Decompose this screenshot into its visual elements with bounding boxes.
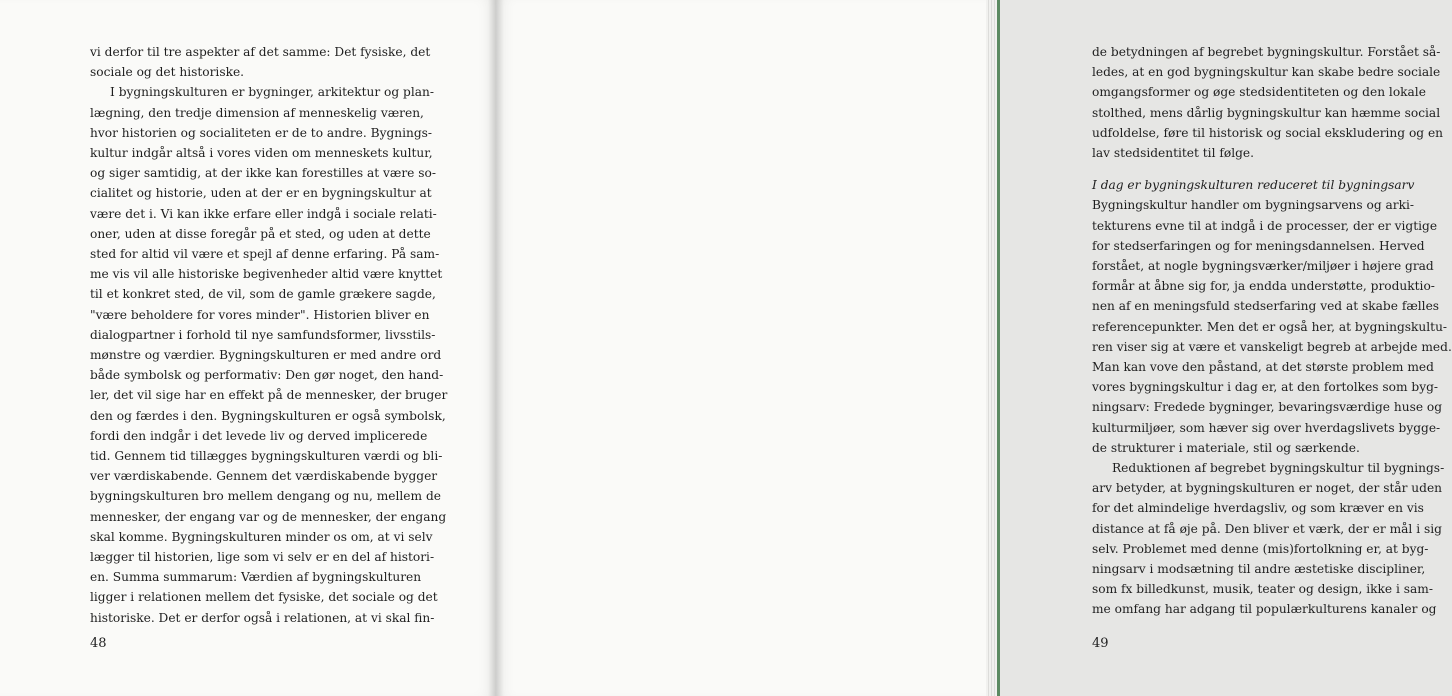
- right-page-number: 49: [1092, 636, 1109, 651]
- cover-edge: [997, 0, 1000, 696]
- text-line: være det i. Vi kan ikke erfare eller indgå i sociale relati-: [90, 206, 437, 221]
- text-line: cialitet og historie, uden at der er en bygningskultur at: [90, 186, 432, 201]
- text-line: I dag er bygningskulturen reduceret til bygningsarv: [1092, 178, 1415, 193]
- text-line: selv. Problemet med denne (mis)fortolkning er, at byg-: [1092, 541, 1429, 556]
- book-gutter: [488, 0, 504, 696]
- text-line: vores bygningskultur i dag er, at den fortolkes som byg-: [1092, 380, 1439, 395]
- text-line: lægger til historien, lige som vi selv er en del af histori-: [90, 550, 435, 565]
- text-line: referencepunkter. Men det er også her, at bygningskultu-: [1092, 319, 1448, 334]
- text-line: for stedserfaringen og for meningsdannelsen. Herved: [1092, 238, 1425, 253]
- text-line: for det almindelige hverdagsliv, og som kræver en vis: [1092, 501, 1424, 516]
- text-line: formår at åbne sig for, ja endda understøtte, produktio-: [1092, 279, 1435, 294]
- text-line: historiske. Det er derfor også i relationen, at vi skal fin-: [90, 610, 435, 625]
- text-line: og siger samtidig, at der ikke kan forestilles at være so-: [90, 166, 436, 181]
- text-line: skal komme. Bygningskulturen minder os om, at vi selv: [90, 529, 433, 544]
- left-page: [0, 0, 496, 696]
- text-line: ningsarv i modsætning til andre æstetiske discipliner,: [1092, 562, 1426, 577]
- text-line: de betydningen af begrebet bygningskultur. Forstået så-: [1092, 45, 1441, 59]
- text-line: I bygningskulturen er bygninger, arkitektur og plan-: [110, 85, 434, 100]
- text-line: de strukturer i materiale, stil og særkende.: [1092, 440, 1360, 455]
- text-line: ningsarv: Fredede bygninger, bevaringsværdige huse og: [1092, 400, 1443, 415]
- text-line: kulturmiljøer, som hæver sig over hverdagslivets bygge-: [1092, 420, 1441, 435]
- left-page-text: [90, 42, 448, 628]
- text-line: vi derfor til tre aspekter af det samme: Det fysiske, det: [90, 45, 431, 59]
- text-line: lægning, den tredje dimension af menneskelig væren,: [90, 105, 424, 120]
- text-line: tid. Gennem tid tillægges bygningskulturen værdi og bli-: [90, 449, 443, 464]
- text-line: som fx billedkunst, musik, teater og design, ikke i sam-: [1092, 582, 1433, 597]
- text-line: stolthed, mens dårlig bygningskultur kan hæmme social: [1092, 105, 1441, 120]
- text-line: me vis vil alle historiske begivenheder altid være knyttet: [90, 267, 443, 282]
- text-line: bygningskulturen bro mellem dengang og nu, mellem de: [90, 489, 441, 504]
- text-line: hvor historien og socialiteten er de to andre. Bygnings-: [90, 125, 433, 140]
- text-line: sociale og det historiske.: [90, 65, 245, 80]
- text-line: tekturens evne til at indgå i de processer, der er vigtige: [1092, 218, 1438, 233]
- text-line: ledes, at en god bygningskultur kan skabe bedre sociale: [1092, 65, 1441, 80]
- text-line: ver værdiskabende. Gennem det værdiskabende bygger: [90, 469, 438, 484]
- text-line: en. Summa summarum: Værdien af bygningskulturen: [90, 570, 422, 585]
- text-line: me omfang har adgang til populærkulturens kanaler og: [1092, 602, 1437, 617]
- text-line: omgangsformer og øge stedsidentiteten og den lokale: [1092, 85, 1426, 100]
- text-line: lav stedsidentitet til følge.: [1092, 146, 1254, 161]
- right-page-text: [1092, 42, 1452, 620]
- text-line: mennesker, der engang var og de mennesker, der engang: [90, 509, 447, 524]
- text-line: dialogpartner i forhold til nye samfundsformer, livsstils-: [90, 327, 436, 342]
- text-line: den og færdes i den. Bygningskulturen er også symbolsk,: [90, 408, 446, 423]
- text-line: udfoldelse, føre til historisk og social ekskludering og en: [1092, 125, 1444, 140]
- text-line: til et konkret sted, de vil, som de gamle grækere sagde,: [90, 287, 436, 302]
- text-line: Bygningskultur handler om bygningsarvens og arki-: [1092, 198, 1415, 213]
- text-line: kultur indgår altså i vores viden om menneskets kultur,: [90, 146, 433, 161]
- text-line: "være beholdere for vores minder". Historien bliver en: [90, 307, 430, 322]
- text-line: ren viser sig at være et vanskeligt begreb at arbejde med.: [1092, 339, 1452, 354]
- text-line: sted for altid vil være et spejl af denne erfaring. På sam-: [90, 247, 440, 262]
- text-line: både symbolsk og performativ: Den gør noget, den hand-: [90, 368, 444, 383]
- text-line: oner, uden at disse foregår på et sted, og uden at dette: [90, 226, 431, 241]
- right-page: [496, 0, 1452, 696]
- text-line: nen af en meningsfuld stedserfaring ved at skabe fælles: [1092, 299, 1440, 314]
- text-line: arv betyder, at bygningskulturen er noget, der står uden: [1092, 481, 1443, 496]
- text-line: fordi den indgår i det levede liv og derved implicerede: [90, 428, 428, 443]
- text-line: ligger i relationen mellem det fysiske, det sociale og det: [90, 590, 438, 605]
- text-line: forstået, at nogle bygningsværker/miljøer i højere grad: [1092, 259, 1434, 274]
- text-line: distance at få øje på. Den bliver et værk, der er mål i sig: [1092, 521, 1442, 536]
- text-line: ler, det vil sige har en effekt på de mennesker, der bruger: [90, 388, 448, 403]
- text-line: mønstre og værdier. Bygningskulturen er med andre ord: [90, 348, 442, 363]
- left-page-number: 48: [90, 636, 107, 651]
- text-line: Man kan vove den påstand, at det største problem med: [1092, 360, 1434, 375]
- text-line: Reduktionen af begrebet bygningskultur til bygnings-: [1112, 461, 1445, 476]
